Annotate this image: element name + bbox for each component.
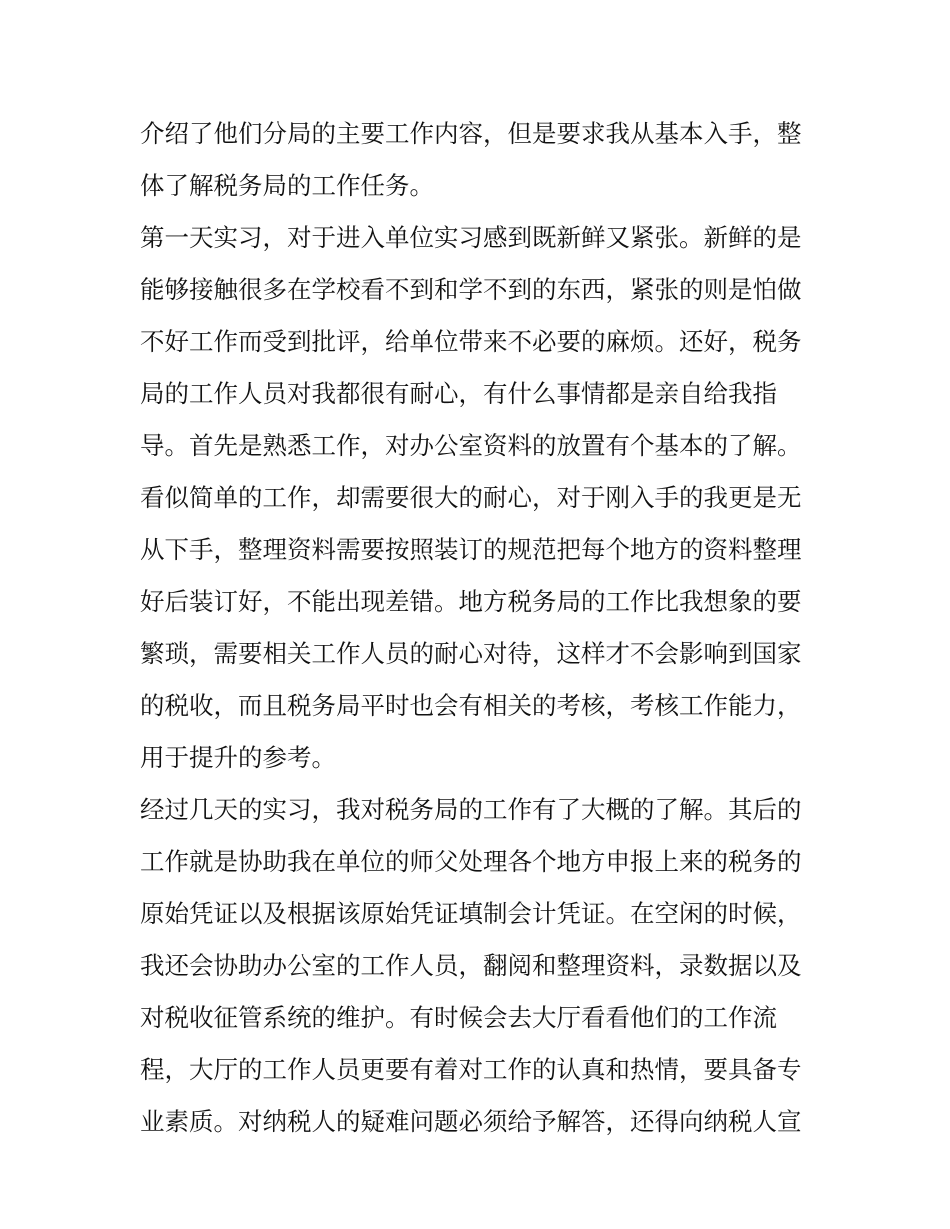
body-text bbox=[140, 108, 820, 1148]
text-line: 我还会协助办公室的工作人员，翻阅和整理资料，录数据以及 bbox=[140, 951, 802, 980]
text-line: 程，大厅的工作人员更要有着对工作的认真和热情，要具备专 bbox=[140, 1055, 802, 1084]
text-line: 经过几天的实习，我对税务局的工作有了大概的了解。其后的 bbox=[140, 795, 802, 824]
text-line: 不好工作而受到批评，给单位带来不必要的麻烦。还好，税务 bbox=[140, 327, 802, 356]
text-line: 原始凭证以及根据该原始凭证填制会计凭证。在空闲的时候， bbox=[140, 899, 802, 928]
text-line: 从下手，整理资料需要按照装订的规范把每个地方的资料整理 bbox=[140, 535, 802, 564]
text-line: 业素质。对纳税人的疑难问题必须给予解答，还得向纳税人宣 bbox=[140, 1107, 802, 1136]
text-line: 好后装订好，不能出现差错。地方税务局的工作比我想象的要 bbox=[140, 587, 802, 616]
text-line: 对税收征管系统的维护。有时候会去大厅看看他们的工作流 bbox=[140, 1003, 777, 1032]
text-line: 繁琐，需要相关工作人员的耐心对待，这样才不会影响到国家 bbox=[140, 639, 802, 668]
text-line: 体了解税务局的工作任务。 bbox=[140, 171, 434, 200]
text-line: 介绍了他们分局的主要工作内容，但是要求我从基本入手，整 bbox=[140, 119, 802, 148]
text-line: 第一天实习，对于进入单位实习感到既新鲜又紧张。新鲜的是 bbox=[140, 223, 802, 252]
text-line: 工作就是协助我在单位的师父处理各个地方申报上来的税务的 bbox=[140, 847, 802, 876]
text-line: 看似简单的工作，却需要很大的耐心，对于刚入手的我更是无 bbox=[140, 483, 802, 512]
text-line: 能够接触很多在学校看不到和学不到的东西，紧张的则是怕做 bbox=[140, 275, 802, 304]
text-line: 导。首先是熟悉工作，对办公室资料的放置有个基本的了解。 bbox=[140, 431, 802, 460]
text-line: 用于提升的参考。 bbox=[140, 743, 336, 772]
text-line: 局的工作人员对我都很有耐心，有什么事情都是亲自给我指 bbox=[140, 379, 777, 408]
text-line: 的税收，而且税务局平时也会有相关的考核，考核工作能力， bbox=[140, 691, 802, 720]
